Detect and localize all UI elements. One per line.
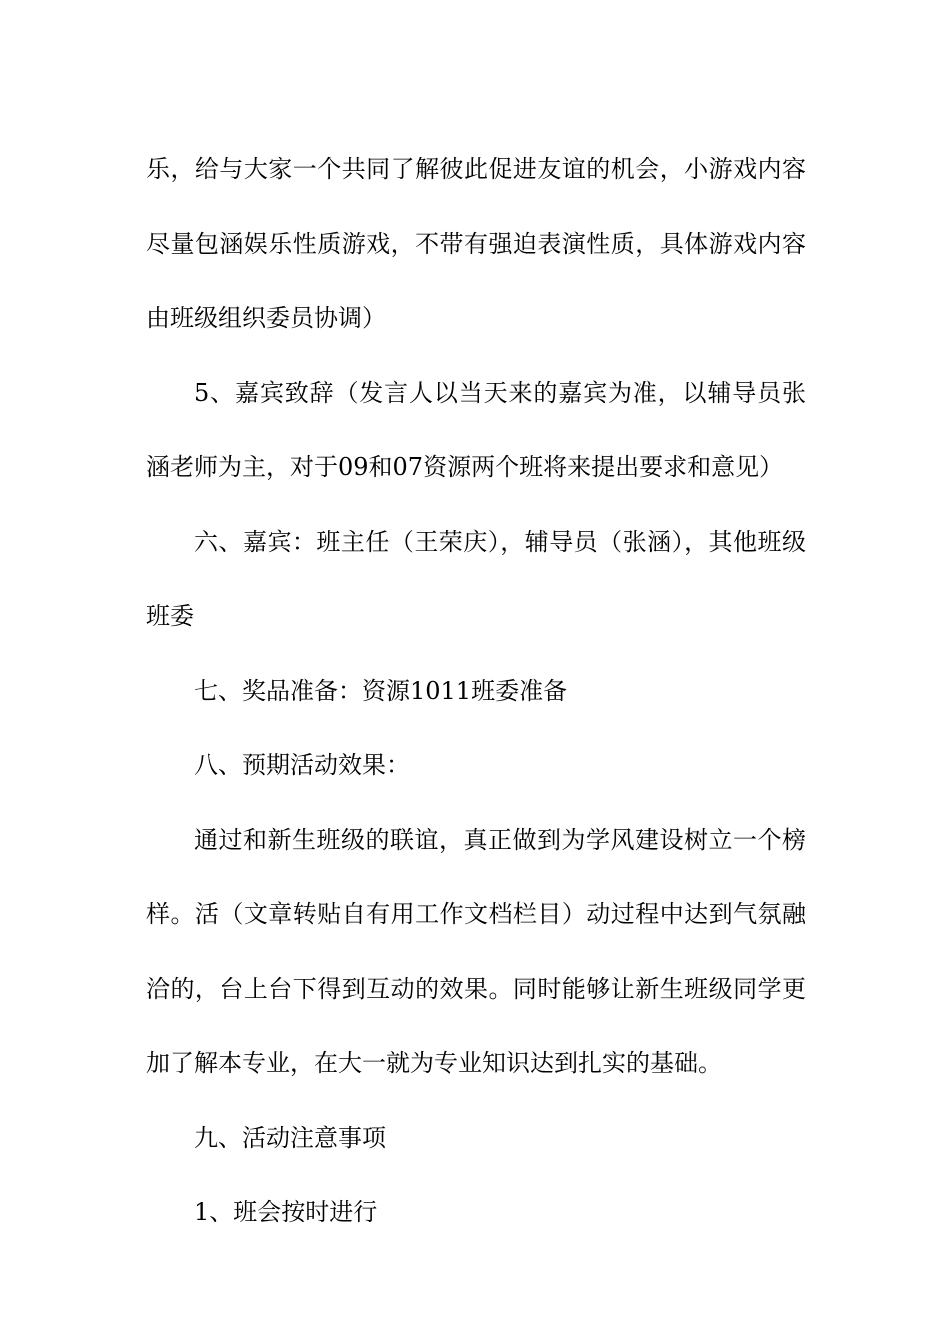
paragraph-expected-effect-body: 通过和新生班级的联谊，真正做到为学风建设树立一个榜样。活（文章转贴自有用工作文档栏目）动过程中达到气氛融洽的，台上台下得到互动的效果。同时能够让新生班级同学更加了解本专业，在大一就为专业知识达到扎实的基础。 <box>146 825 806 1077</box>
heading-expected-effect: 八、预期活动效果： <box>194 751 410 779</box>
paragraph-continued-activity-note: 乐，给与大家一个共同了解彼此促进友谊的机会，小游戏内容尽量包涵娱乐性质游戏，不带有强迫表演性质，具体游戏内容由班级组织委员协调） <box>146 155 806 332</box>
heading-notes: 九、活动注意事项 <box>194 1123 386 1152</box>
document-body <box>146 132 806 1250</box>
paragraph-guest-speech: 5、嘉宾致辞（发言人以当天来的嘉宾为准，以辅导员张涵老师为主，对于09和07资源两个班将来提出要求和意见） <box>146 378 806 481</box>
paragraph-guests: 六、嘉宾：班主任（王荣庆），辅导员（张涵），其他班级班委 <box>146 527 806 630</box>
paragraph-note-1: 1、班会按时进行 <box>194 1198 378 1226</box>
paragraph-prizes: 七、奖品准备：资源1011班委准备 <box>194 676 568 705</box>
